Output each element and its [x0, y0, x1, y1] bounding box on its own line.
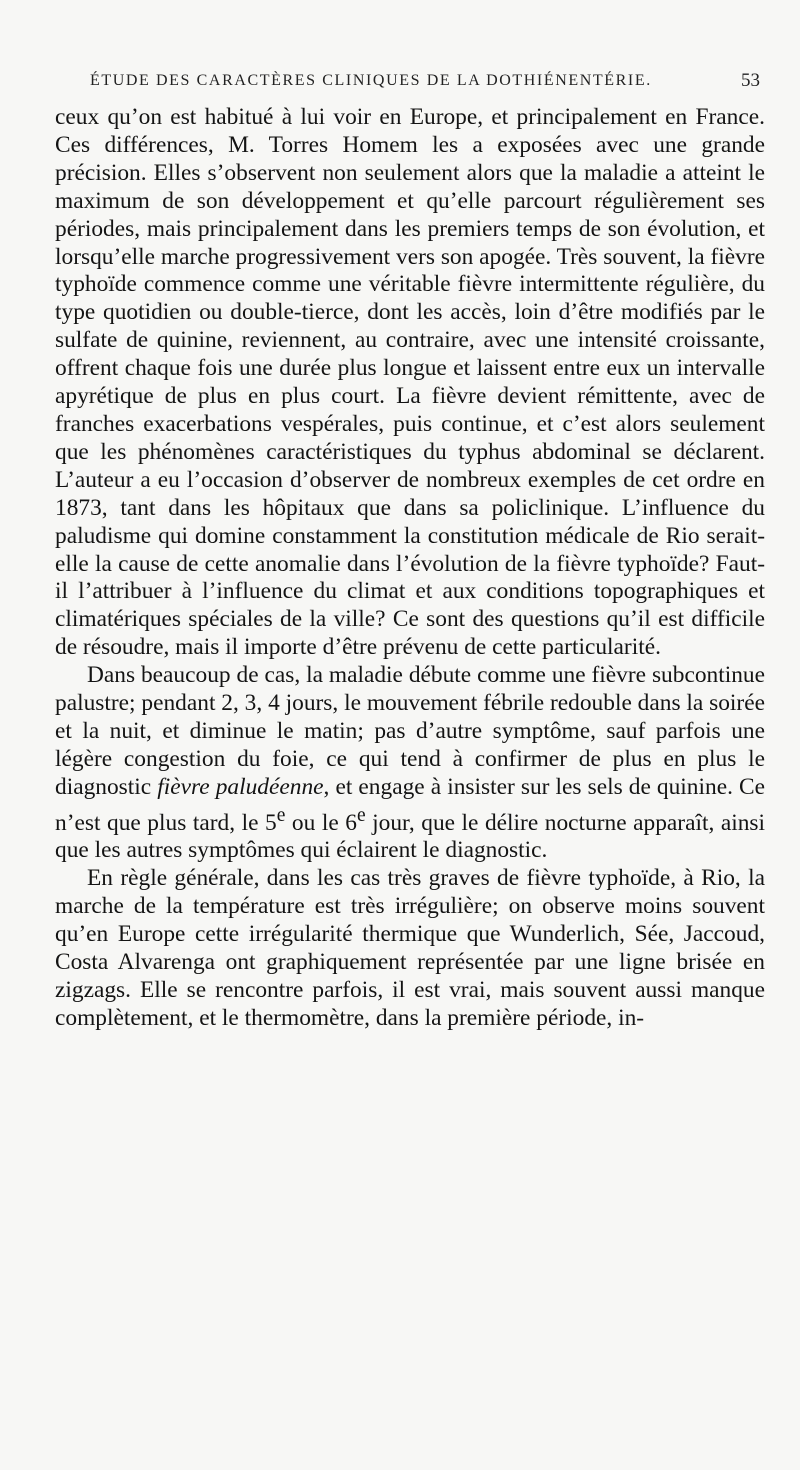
paragraph-2 — [55, 662, 765, 865]
page-header — [80, 66, 760, 96]
paragraph-2-text-c: ou le 6 — [285, 809, 357, 836]
body-text — [55, 104, 765, 1033]
paragraph-2-italic: fièvre paludéenne — [157, 773, 324, 800]
paragraph-1-text: ceux qu’on est habitué à lui voir en Europe, et principalement en France. Ces différences, M. Torres Homem les a exposées avec une grande précision. Elles s’observent non seulement alors que la maladie a atteint le maximum de son développement et qu’elle parcourt régulièrement ses périodes, mais principalement dans les premiers temps de son évolution, et lorsqu’elle marche progressivement vers son apogée. Très souvent, la fièvre typhoïde commence comme une véritable fièvre intermittente régulière, du type quotidien ou double-tierce, dont les accès, loin d’être modifiés par le sulfate de quinine, reviennent, au contraire, avec une intensité croissante, offrent chaque fois une durée plus longue et laissent entre eux un intervalle apyrétique de plus en plus court. La fièvre devient rémittente, avec de franches exacerbations vespérales, puis continue, et c’est alors seulement que les phénomènes caractéristiques du typhus abdominal se déclarent. L’auteur a eu l’occasion d’observer de nombreux exemples de cet ordre en 1873, tant dans les hôpitaux que dans sa policlinique. L’influence du paludisme qui domine constamment la constitution médicale de Rio serait-elle la cause de cette anomalie dans l’évolution de la fièvre typhoïde? Faut-il l’attribuer à l’influence du climat et aux conditions topographiques et climatériques spéciales de la ville? Ce sont des questions qu’il est difficile de résoudre, mais il importe d’être prévenu de cette particularité. — [55, 104, 765, 661]
running-head: ÉTUDE DES CARACTÈRES CLINIQUES DE LA DOTHIÉNENTÉRIE. — [90, 72, 652, 89]
paragraph-2-text-a: Dans beaucoup de cas, la maladie débute comme une fièvre subcontinue palustre; pendant 2, 3, 4 jours, le mouvement fébrile redouble dans la soirée et la nuit, et diminue le matin; pas d’autre symptôme, sauf parfois une légère congestion du foie, ce qui tend à confirmer de plus en plus le diagnostic — [55, 662, 765, 800]
paragraph-1 — [55, 104, 765, 662]
paragraph-2-text-d: jour, que le délire nocturne apparaît, ainsi que les autres symptômes qui éclairent le diagnostic. — [55, 809, 766, 864]
paragraph-2-text-b: , et engage à insister sur les sels de quinine. Ce n’est que plus tard, le 5 — [55, 773, 765, 836]
page-number: 53 — [741, 70, 760, 91]
ordinal-suffix: e — [276, 804, 286, 826]
paragraph-3-text: En règle générale, dans les cas très graves de fièvre typhoïde, à Rio, la marche de la température est très irrégulière; on observe moins souvent qu’en Europe cette irrégularité thermique que Wunderlich, Sée, Jaccoud, Costa Alvarenga ont graphiquement représentée par une ligne brisée en zigzags. Elle se rencontre parfois, il est vrai, mais souvent aussi manque complètement, et le thermomètre, dans la première période, in- — [55, 865, 765, 1031]
paragraph-3 — [55, 865, 765, 1032]
ordinal-suffix: e — [356, 804, 366, 826]
